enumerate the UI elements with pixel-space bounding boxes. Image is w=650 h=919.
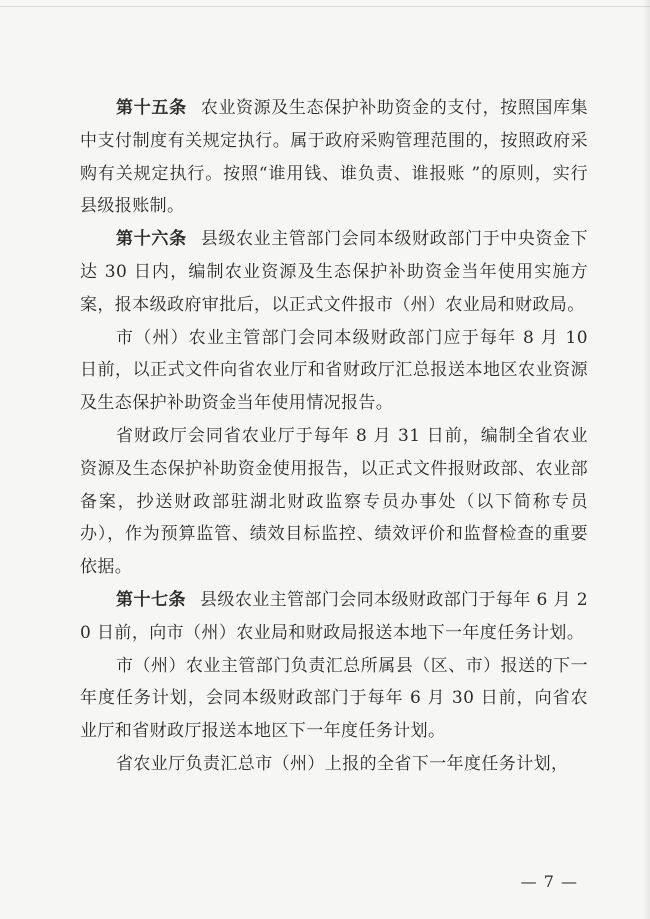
paragraph-text: 市（州）农业主管部门负责汇总所属县（区、市）报送的下一年度任务计划，会同本级财政部门于每年 6 月 30 日前，向省农业厅和省财政厅报送本地区下一年度任务计划。 [80, 655, 588, 742]
paragraph-article-16 [80, 223, 588, 321]
paragraph-text: 省财政厅会同省农业厅于每年 8 月 31 日前，编制全省农业资源及生态保护补助资金使用报告，以正式文件报财政部、农业部备案，抄送财政部驻湖北财政监察专员办事处（以下简称专员办），作为预算监管、绩效目标监控、绩效评价和监督检查的重要依据。 [80, 425, 588, 578]
page-right-shadow [642, 0, 650, 919]
article-heading: 第十七条 [116, 589, 187, 610]
paragraph-text: 省农业厅负责汇总市（州）上报的全省下一年度任务计划， [116, 753, 569, 774]
document-body [80, 92, 588, 781]
paragraph-provincial-report [80, 420, 588, 584]
paragraph-article-15 [80, 92, 588, 223]
paragraph-text: 县级农业主管部门会同本级财政部门于每年 6 月 20 日前，向市（州）农业局和财政局报送本地下一年度任务计划。 [80, 589, 589, 643]
article-heading: 第十六条 [116, 229, 187, 250]
paragraph-text: 市（州）农业主管部门会同本级财政部门应于每年 8 月 10 日前，以正式文件向省农业厅和省财政厅汇总报送本地区农业资源及生态保护补助资金当年使用情况报告。 [80, 327, 588, 414]
paragraph-prefecture-report [80, 322, 588, 420]
paragraph-text: 农业资源及生态保护补助资金的支付，按照国库集中支付制度有关规定执行。属于政府采购管理范围的，按照政府采购有关规定执行。按照“谁用钱、谁负责、谁报账 ”的原则，实行县级报账制。 [80, 98, 589, 217]
paragraph-text: 县级农业主管部门会同本级财政部门于中央资金下达 30 日内，编制农业资源及生态保护补助资金当年使用实施方案，报本级政府审批后，以正式文件报市（州）农业局和财政局。 [80, 229, 589, 315]
page-top-edge [0, 6, 650, 7]
article-heading: 第十五条 [116, 98, 187, 118]
paragraph-provincial-plan [80, 748, 588, 781]
paragraph-prefecture-plan [80, 650, 588, 748]
page-number: — 7 — [520, 872, 578, 891]
paragraph-article-17 [80, 584, 588, 650]
